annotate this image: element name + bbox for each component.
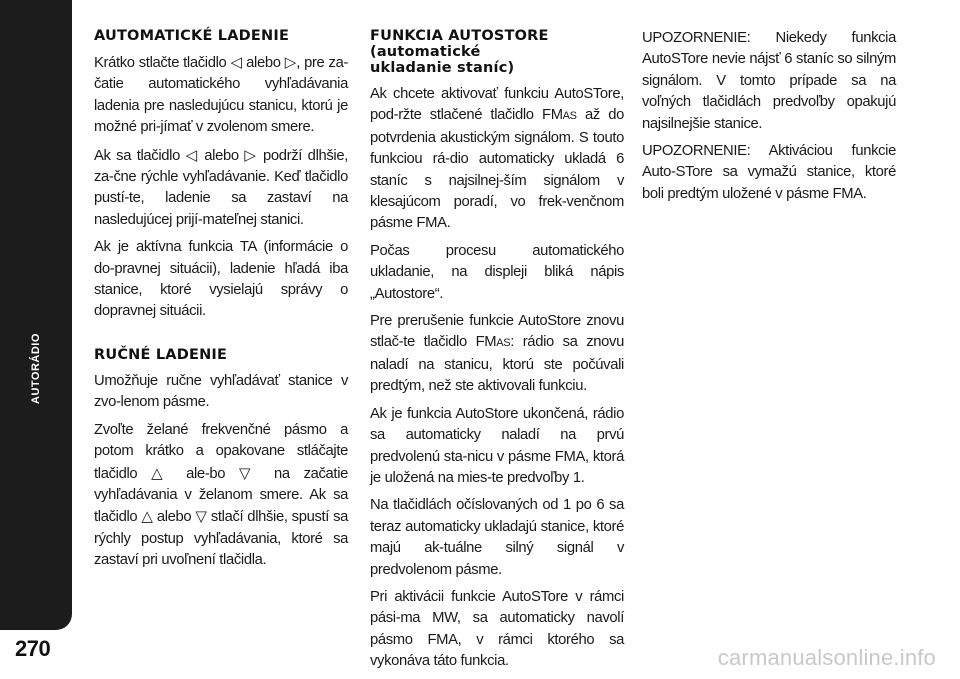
down-arrow-icon: ▽: [238, 463, 261, 482]
chapter-label: [30, 384, 42, 404]
heading-autostore: FUNKCIA AUTOSTORE (automatické ukladanie staníc): [370, 28, 549, 76]
heading-manual-tuning: RUČNÉ LADENIE: [94, 346, 228, 363]
down-arrow-icon: ▽: [195, 507, 207, 526]
paragraph-automatic-3: Ak je aktívna funkcia TA (informácie o do-pravnej situácii), ladenie hľadá iba stanice, ktoré vysielajú správy o dopravnej situácii.: [94, 239, 348, 320]
column-3: [642, 28, 896, 211]
heading-automatic-tuning: AUTOMATICKÉ LADENIE: [94, 28, 290, 44]
warning-2: UPOZORNENIE: Aktiváciou funkcie Auto-STore sa vymažú stanice, ktoré boli predtým uložené v pásme FMA.: [642, 143, 896, 202]
column-1: [94, 28, 348, 578]
column-2: [370, 28, 624, 679]
right-arrow-icon: ▷: [284, 53, 297, 71]
warning-1: UPOZORNENIE: Niekedy funkcia AutoSTore nevie nájsť 6 staníc so silným signálom. V tomto prípade sa na voľných tlačidlách predvoľby opakujú najsilnejšie stanice.: [642, 30, 896, 132]
paragraph-manual-2: Zvoľte želané frekvenčné pásmo a potom krátko a opakovane stláčajte tlačidlo △ ale-bo ▽ na začatie vyhľadávania v želanom smere. Ak sa tlačidlo △ alebo ▽ stlačí dlhšie, spustí sa rýchly postup vyhľadávania, ktoré sa zastaví pri uvoľnení tlačidla.: [94, 421, 349, 569]
paragraph-automatic-2: Ak sa tlačidlo ◁ alebo ▷ podrží dlhšie, za-čne rýchle vyhľadávanie. Keď tlačidlo pustí-te, ladenie sa zastaví na nasledujúcej prijí-mateľnej stanici.: [94, 145, 349, 228]
paragraph-autostore-2: Počas procesu automatického ukladanie, na displeji bliká nápis „Autostore“.: [370, 242, 624, 302]
paragraph-autostore-4: Ak je funkcia AutoStore ukončená, rádio sa automaticky naladí na prvú predvolenú sta-nicu v pásme FMA, ktorá je uložená na mies-te predvoľby 1.: [370, 405, 624, 486]
paragraph-autostore-1: Ak chcete aktivovať funkciu AutoSTore, pod-ržte stlačené tlačidlo FMAS až do potvrdenia akustickým signálom. S touto funkciou rá-dio automaticky ukladá 6 staníc s najsilnej-ším signálom v klesajúcom poradí, vo frek-venčnom pásme FMA.: [370, 86, 624, 232]
paragraph-manual-1: Umožňuje ručne vyhľadávať stanice v zvo-lenom pásme.: [94, 372, 348, 411]
page-number: 270: [15, 636, 51, 661]
up-arrow-icon: △: [141, 507, 153, 526]
watermark: carmanualsonline.info: [717, 645, 936, 670]
paragraph-autostore-6: Pri aktivácii funkcie AutoSTore v rámci pási-ma MW, sa automaticky navolí pásmo FMA, v rámci ktorého sa vykonáva táto funkcia.: [370, 588, 624, 670]
paragraph-autostore-5: Na tlačidlách očíslovaných od 1 po 6 sa teraz automaticky ukladajú stanice, ktoré majú ak-tuálne silný signál v predvolenom pásme.: [370, 497, 624, 578]
chapter-side-tab: [0, 0, 72, 630]
paragraph-automatic-1: Krátko stlačte tlačidlo ◁ alebo ▷, pre za-čatie automatického vyhľadávania ladenia pre nasledujúcu stanicu, ktorú je možné pri-jímať v zvolenom smere.: [94, 53, 349, 136]
paragraph-autostore-3: Pre prerušenie funkcie AutoStore znovu stlač-te tlačidlo FMAS: rádio sa znovu naladí na stanicu, ktorú ste počúvali predtým, než ste aktivovali funkciu.: [370, 313, 624, 395]
left-arrow-icon: ◁: [230, 53, 243, 71]
left-arrow-icon: ◁: [185, 145, 199, 164]
right-arrow-icon: ▷: [244, 145, 258, 164]
up-arrow-icon: △: [151, 463, 173, 482]
